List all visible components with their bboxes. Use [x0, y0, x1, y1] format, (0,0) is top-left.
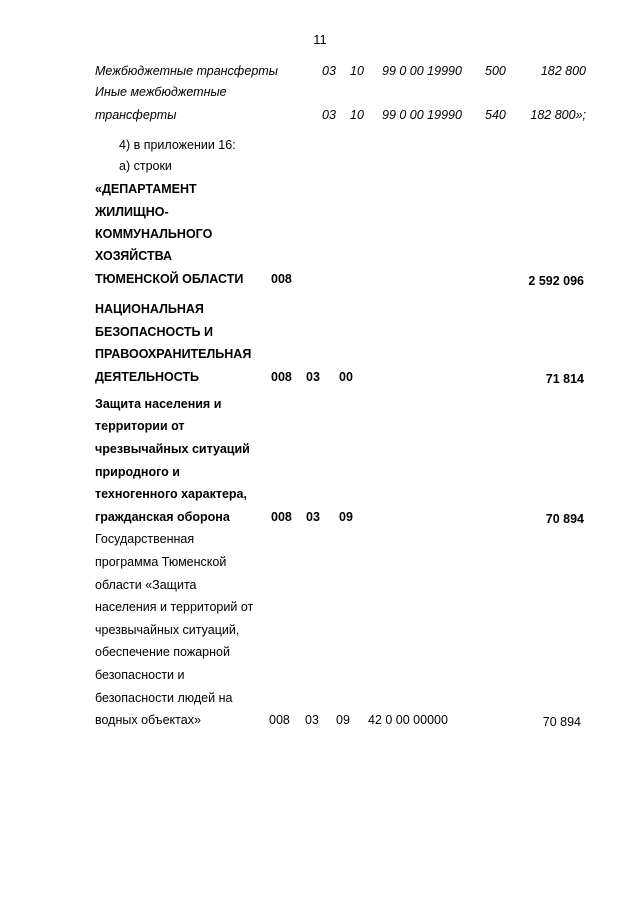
program-line: безопасности и — [95, 668, 185, 682]
section-code: 008 — [271, 370, 292, 384]
row-vr: 540 — [485, 108, 506, 122]
dept-line: ЖИЛИЩНО- — [95, 205, 169, 219]
program-line: Государственная — [95, 532, 195, 546]
subsection-line: гражданская оборона — [95, 510, 230, 524]
subsection-line: природного и — [95, 465, 180, 479]
program-code: 008 — [269, 713, 290, 727]
program-line: безопасности людей на — [95, 691, 233, 705]
program-sum: 70 894 — [542, 715, 581, 729]
subsection-line: территории от — [95, 419, 185, 433]
program-line: области «Защита — [95, 578, 197, 592]
section-line: БЕЗОПАСНОСТЬ И — [95, 325, 213, 339]
row-csr: 99 0 00 19990 — [382, 108, 462, 122]
section-sum: 71 814 — [545, 372, 584, 386]
row-rz: 03 — [322, 64, 336, 78]
program-line: населения и территорий от — [95, 600, 254, 614]
subsection-line: чрезвычайных ситуаций — [95, 442, 250, 456]
row-rz: 03 — [322, 108, 336, 122]
section-rz: 03 — [306, 370, 320, 384]
subsection-pr: 09 — [339, 510, 353, 524]
row-csr: 99 0 00 19990 — [382, 64, 462, 78]
program-line: водных объектах» — [95, 713, 201, 727]
row-sum: 182 800»; — [530, 108, 586, 122]
dept-sum: 2 592 096 — [528, 274, 584, 288]
dept-code: 008 — [271, 272, 292, 286]
subsection-code: 008 — [271, 510, 292, 524]
row-vr: 500 — [485, 64, 506, 78]
program-rz: 03 — [305, 713, 319, 727]
row-sum: 182 800 — [540, 64, 586, 78]
dept-line: «ДЕПАРТАМЕНТ — [95, 182, 197, 196]
program-pr: 09 — [336, 713, 350, 727]
section-line: НАЦИОНАЛЬНАЯ — [95, 302, 204, 316]
subsection-line: техногенного характера, — [95, 487, 247, 501]
dept-line: ХОЗЯЙСТВА — [95, 249, 173, 263]
subsection-rz: 03 — [306, 510, 320, 524]
row-pr: 10 — [350, 108, 364, 122]
program-csr: 42 0 00 00000 — [368, 713, 448, 727]
subsection-line: Защита населения и — [95, 397, 222, 411]
section-line: ДЕЯТЕЛЬНОСТЬ — [95, 370, 200, 384]
subsection-sum: 70 894 — [545, 512, 584, 526]
section-pr: 00 — [339, 370, 353, 384]
dept-line: ТЮМЕНСКОЙ ОБЛАСТИ — [95, 272, 244, 286]
dept-line: КОММУНАЛЬНОГО — [95, 227, 213, 241]
program-line: программа Тюменской — [95, 555, 227, 569]
row-name: Межбюджетные трансферты — [95, 64, 278, 78]
row-name-line2: трансферты — [95, 108, 177, 122]
page-number: 11 — [313, 32, 327, 47]
row-pr: 10 — [350, 64, 364, 78]
program-line: чрезвычайных ситуаций, — [95, 623, 240, 637]
section-line: ПРАВООХРАНИТЕЛЬНАЯ — [95, 347, 252, 361]
row-name-line1: Иные межбюджетные — [95, 85, 227, 99]
instruction-line-2: а) строки — [119, 159, 172, 173]
instruction-line-1: 4) в приложении 16: — [119, 138, 236, 152]
program-line: обеспечение пожарной — [95, 645, 230, 659]
